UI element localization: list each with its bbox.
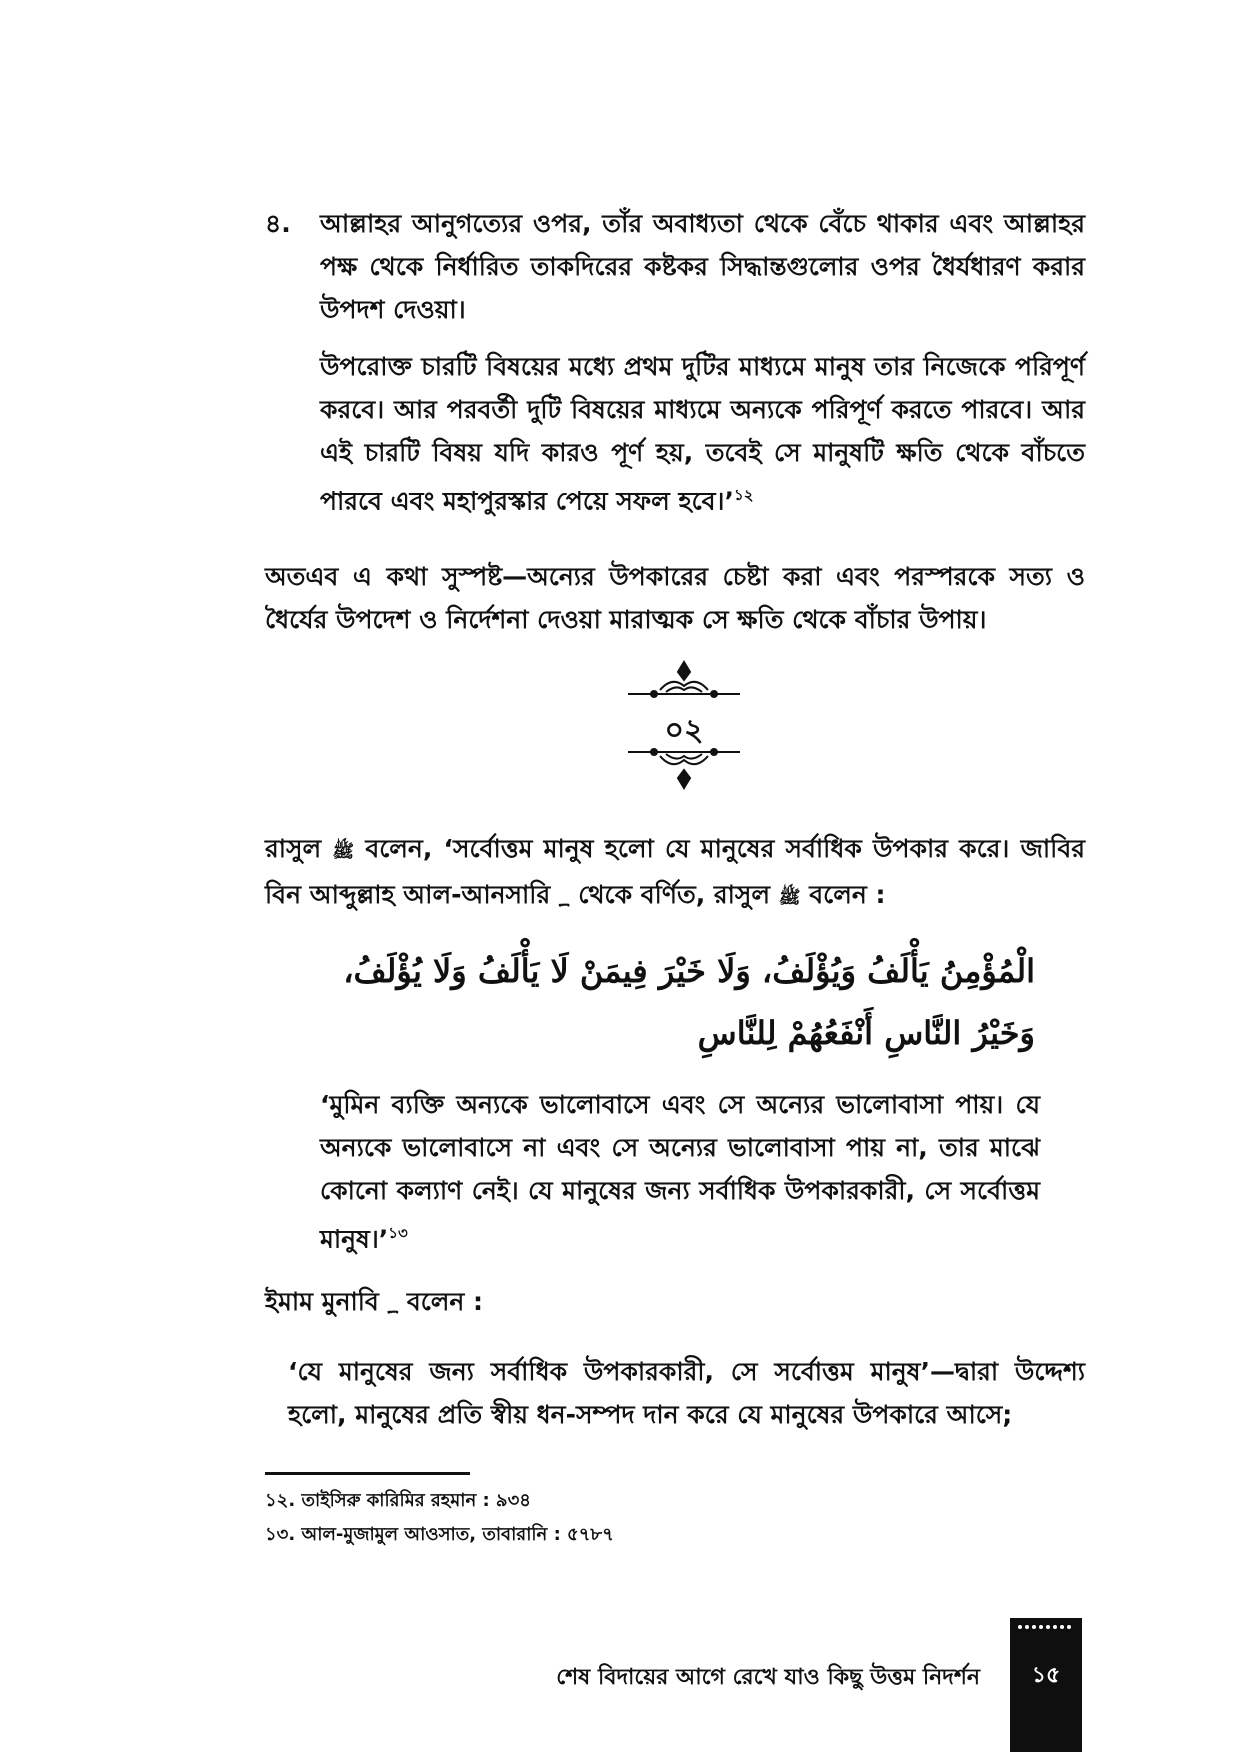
footnote-divider (265, 1472, 470, 1475)
arabic-hadith: الْمُؤْمِنُ يَأْلَفُ وَيُؤْلَفُ، وَلَا خَيْرَ فِيمَنْ لَا يَأْلَفُ وَلَا يُؤْلَفُ، وَخَيْرُ النَّاسِ أَنْفَعُهُمْ لِلنَّاسِ (343, 952, 1035, 1052)
section-divider (624, 660, 744, 790)
translation-text: ‘মুমিন ব্যক্তি অন্যকে ভালোবাসে এবং সে অন্যের ভালোবাসা পায়। যে অন্যকে ভালোবাসে না এবং সে অন্যের ভালোবাসা পায় না, তার মাঝে কোনো কল্যাণ নেই। যে মানুষের জন্য সর্বাধিক উপকারকারী, সে সর্বোত্তম মানুষ।’ (320, 1090, 1040, 1254)
imam-says: বলেন : (406, 1287, 484, 1316)
hadith-intro-text-3: থেকে বর্ণিত, রাসুল (578, 880, 771, 909)
salawat-icon: ﷺ (778, 887, 801, 908)
footnote-ref-12: ১২ (733, 486, 754, 504)
hadith-intro (265, 827, 1085, 919)
page-number-tab (1010, 1618, 1082, 1752)
hadith-intro-text-4: বলেন : (809, 880, 886, 909)
hadith-intro-text-2: বলেন, ‘সর্বোত্তম মানুষ হলো যে মানুষের সর্বাধিক উপকার করে। জাবির বিন আব্দুল্লাহ আল-আনসারি (265, 834, 1085, 909)
imam-line (265, 1280, 1085, 1326)
salawat-icon: ﷺ (332, 841, 355, 862)
tab-dots-icon (1016, 1622, 1076, 1632)
conclusion-paragraph: অতএব এ কথা সুস্পষ্ট—অন্যের উপকারের চেষ্টা করা এবং পরস্পরকে সত্য ও ধৈর্যের উপদেশ ও নির্দেশনা দেওয়া মারাত্মক সে ক্ষতি থেকে বাঁচার উপায়। (265, 562, 1085, 634)
rahimahullah-icon: ؁ (387, 1294, 399, 1315)
list-item-number: ৪. (265, 209, 291, 238)
page-number: ১৫ (1031, 1663, 1061, 1688)
footnote-13: ১৩. আল-মুজামুল আওসাত, তাবারানি : ৫৭৮৭ (265, 1524, 614, 1545)
radiallahu-icon: ؁ (558, 887, 570, 908)
running-title: শেষ বিদায়ের আগে রেখে যাও কিছু উত্তম নিদর্শন (556, 1665, 980, 1690)
list-item-text: আল্লাহর আনুগত্যের ওপর, তাঁর অবাধ্যতা থেকে বেঁচে থাকার এবং আল্লাহর পক্ষ থেকে নির্ধারিত তাকদিরের কষ্টকর সিদ্ধান্তগুলোর ওপর ধৈর্যধারণ করার উপদশ দেওয়া। (320, 209, 1085, 324)
hadith-intro-text-1: রাসুল (265, 834, 322, 863)
section-number: ০২ (664, 713, 704, 748)
footnote-ref-13: ১৩ (388, 1224, 408, 1242)
explanation-text: উপরোক্ত চারটি বিষয়ের মধ্যে প্রথম দুটির মাধ্যমে মানুষ তার নিজেকে পরিপূর্ণ করবে। আর পরবর্তী দুটি বিষয়ের মাধ্যমে অন্যকে পরিপূর্ণ করতে পারবে। আর এই চারটি বিষয় যদি কারও পূর্ণ হয়, তবেই সে মানুষটি ক্ষতি থেকে বাঁচতে পারবে এবং মহাপুরস্কার পেয়ে সফল হবে।’ (320, 352, 1085, 516)
imam-quote: ‘যে মানুষের জন্য সর্বাধিক উপকারকারী, সে সর্বোত্তম মানুষ’—দ্বারা উদ্দেশ্য হলো, মানুষের প্রতি স্বীয় ধন-সম্পদ দান করে যে মানুষের উপকারে আসে; (288, 1357, 1085, 1429)
explanation-paragraph (320, 345, 1085, 522)
footnote-12: ১২. তাইসিরু কারিমির রহমান : ৯৩৪ (265, 1490, 531, 1511)
imam-name: ইমাম মুনাবি (265, 1287, 379, 1316)
hadith-translation (320, 1083, 1040, 1260)
